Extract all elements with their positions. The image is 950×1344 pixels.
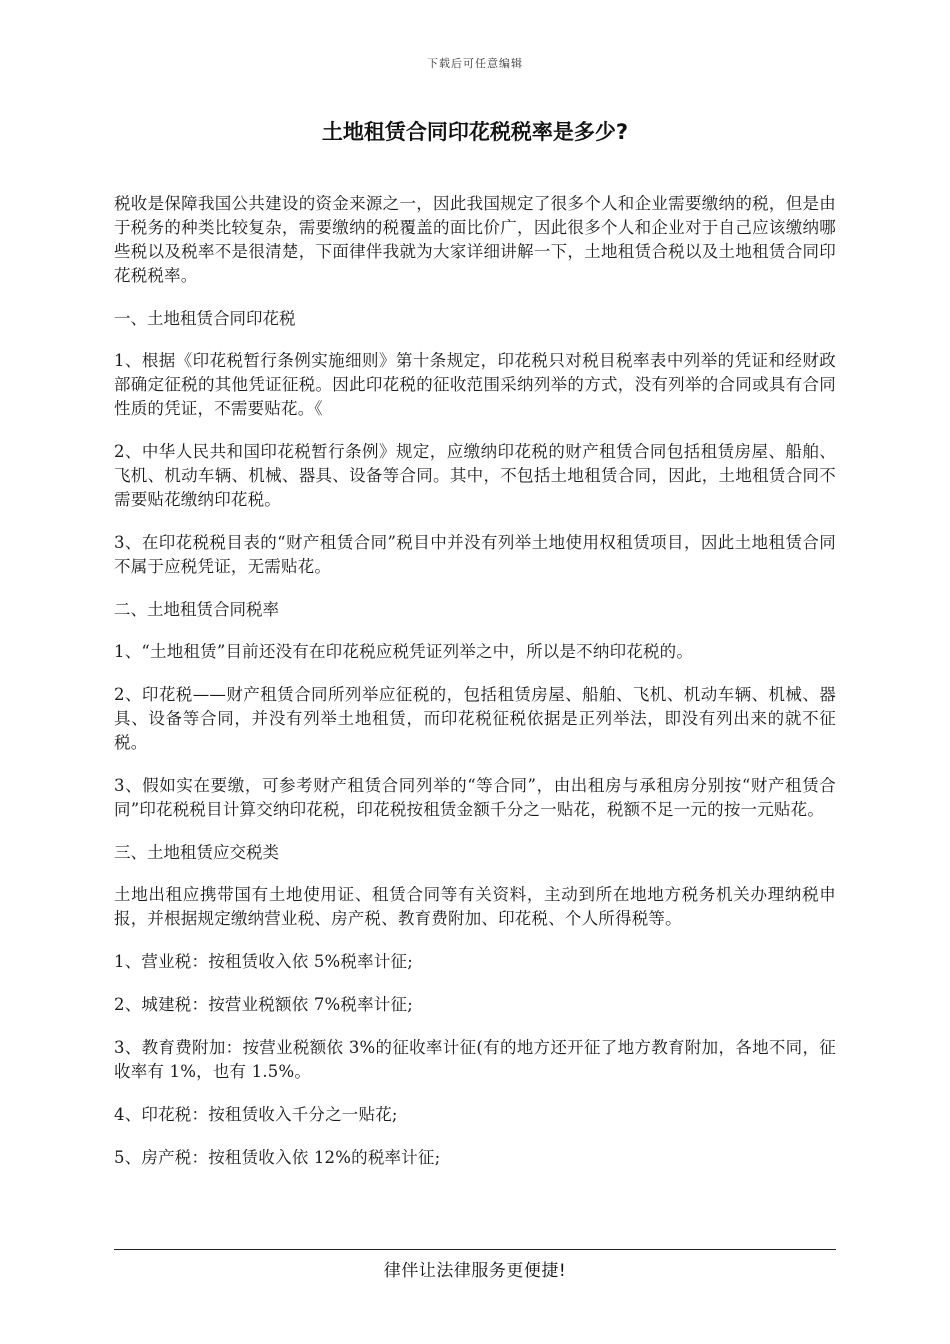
list-item-education-surcharge: 3、教育费附加：按营业税额依 3%的征收率计征(有的地方还开征了地方教育附加，各地不同，征收率有 1%，也有 1.5%。: [114, 1038, 836, 1081]
document-body: [114, 192, 836, 1189]
paragraph: 1、“土地租赁”目前还没有在印花税应税凭证列举之中，所以是不纳印花税的。: [114, 642, 694, 661]
header-note: 下载后可任意编辑: [427, 57, 523, 70]
paragraph: 2、中华人民共和国印花税暂行条例》规定，应缴纳印花税的财产租赁合同包括租赁房屋、船舶、飞机、机动车辆、机械、器具、设备等合同。其中，不包括土地租赁合同，因此，土地租赁合同不需要贴花缴纳印花税。: [114, 442, 836, 509]
paragraph: 3、假如实在要缴，可参考财产租赁合同列举的“等合同”，由出租房与承租房分别按“财产租赁合同”印花税税目计算交纳印花税，印花税按租赁金额千分之一贴花，税额不足一元的按一元贴花。: [114, 776, 836, 819]
document-title: 土地租赁合同印花税税率是多少?: [321, 120, 629, 144]
list-item-property-tax: 5、房产税：按租赁收入依 12%的税率计征;: [114, 1148, 441, 1167]
paragraph: 2、印花税——财产租赁合同所列举应征税的，包括租赁房屋、船舶、飞机、机动车辆、机械、器具、设备等合同，并没有列举土地租赁，而印花税征税依据是正列举法，即没有列出来的就不征税。: [114, 685, 836, 752]
paragraph: 土地出租应携带国有土地使用证、租赁合同等有关资料，主动到所在地地方税务机关办理纳税申报，并根据规定缴纳营业税、房产税、教育费附加、印花税、个人所得税等。: [114, 885, 836, 928]
section-heading-stamp-tax: 一、土地租赁合同印花税: [114, 309, 296, 328]
section-heading-tax-types: 三、土地租赁应交税类: [114, 843, 279, 862]
footer-slogan: 律伴让法律服务更便捷!: [383, 1261, 567, 1281]
footer-divider: [114, 1249, 836, 1250]
list-item-stamp-tax: 4、印花税：按租赁收入千分之一贴花;: [114, 1105, 398, 1124]
paragraph: 1、根据《印花税暂行条例实施细则》第十条规定，印花税只对税目税率表中列举的凭证和经财政部确定征税的其他凭证征税。因此印花税的征收范围采纳列举的方式，没有列举的合同或具有合同性质的凭证，不需要贴花。《: [114, 351, 836, 418]
list-item-business-tax: 1、营业税：按租赁收入依 5%税率计征;: [114, 952, 413, 971]
intro-paragraph: 税收是保障我国公共建设的资金来源之一，因此我国规定了很多个人和企业需要缴纳的税，但是由于税务的种类比较复杂，需要缴纳的税覆盖的面比价广，因此很多个人和企业对于自己应该缴纳哪些税以及税率不是很清楚，下面律伴我就为大家详细讲解一下，土地租赁合税以及土地租赁合同印花税税率。: [114, 194, 836, 285]
section-heading-tax-rate: 二、土地租赁合同税率: [114, 600, 279, 619]
paragraph: 3、在印花税税目表的“财产租赁合同”税目中并没有列举土地使用权租赁项目，因此土地租赁合同不属于应税凭证，无需贴花。: [114, 533, 836, 576]
list-item-urban-construction-tax: 2、城建税：按营业税额依 7%税率计征;: [114, 995, 413, 1014]
